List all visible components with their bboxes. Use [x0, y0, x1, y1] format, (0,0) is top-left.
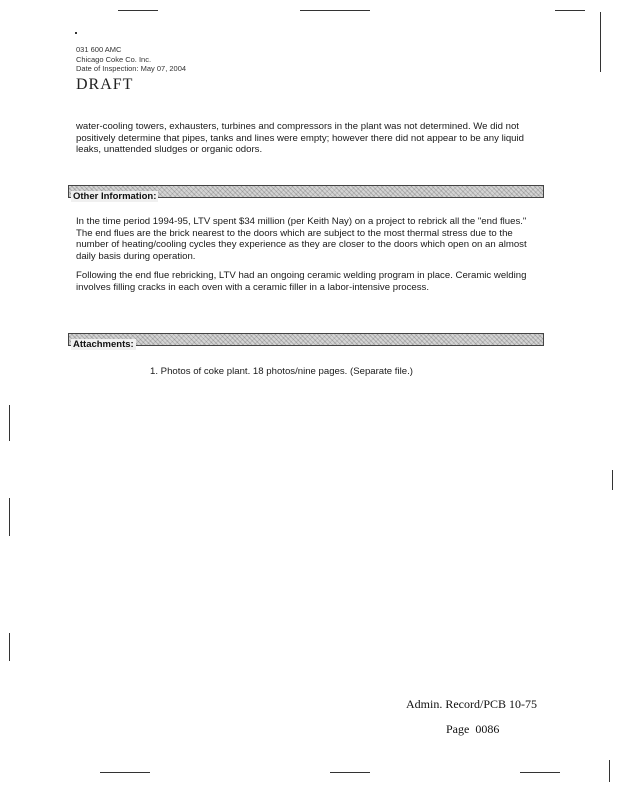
admin-record-stamp: Admin. Record/PCB 10-75: [406, 697, 537, 711]
scan-edge-bottom: [520, 772, 560, 773]
scan-edge-right: [600, 12, 601, 72]
header-inspection-date: Date of Inspection: May 07, 2004: [76, 64, 187, 73]
draft-watermark: DRAFT: [76, 76, 134, 93]
scan-edge-left: [9, 405, 10, 441]
scan-speck: [75, 32, 77, 34]
scan-edge-top: [118, 10, 158, 11]
intro-paragraph-text: water-cooling towers, exhausters, turbines and compressors in the plant was not determined. We did not positively determine that pipes, tanks and lines were empty; however there did not appear to be any liquid leaks, unattended sludges or organic odors.: [76, 121, 524, 156]
page-stamp: [446, 722, 499, 737]
attachments-heading: Attachments:: [73, 339, 134, 350]
scan-edge-left: [9, 633, 10, 661]
header-doc-id: 031 600 AMC: [76, 45, 122, 54]
scan-edge-right: [609, 760, 610, 782]
scan-edge-top: [555, 10, 585, 11]
scan-edge-left: [9, 498, 10, 536]
other-information-paragraph: In the time period 1994-95, LTV spent $34 million (per Keith Nay) on a project to rebrick all the "end flues." The end flues are the brick nearest to the doors which are subject to the most thermal stress due to the number of heating/cooling cycles they experience as they are closer to the doors which open on an almost daily basis during operation.: [76, 216, 527, 262]
intro-paragraph: [76, 121, 544, 164]
scan-edge-bottom: [330, 772, 370, 773]
attachments-header-bar: [68, 333, 544, 350]
scan-edge-right: [612, 470, 613, 490]
page-number: 0086: [475, 722, 500, 736]
scan-edge-top: [300, 10, 370, 11]
header-company: Chicago Coke Co. Inc.: [76, 55, 152, 64]
attachment-item: 1. Photos of coke plant. 18 photos/nine pages. (Separate file.): [150, 366, 413, 377]
other-information-body: [76, 216, 544, 302]
other-information-paragraph: Following the end flue rebricking, LTV had an ongoing ceramic welding program in place. Ceramic welding involves filling cracks in each oven with a ceramic filler in a labor-intensive process.: [76, 270, 527, 293]
scan-edge-bottom: [100, 772, 150, 773]
other-information-header-bar: [68, 185, 544, 202]
other-information-heading: Other Information:: [73, 191, 157, 202]
page-label: Page: [446, 722, 470, 736]
